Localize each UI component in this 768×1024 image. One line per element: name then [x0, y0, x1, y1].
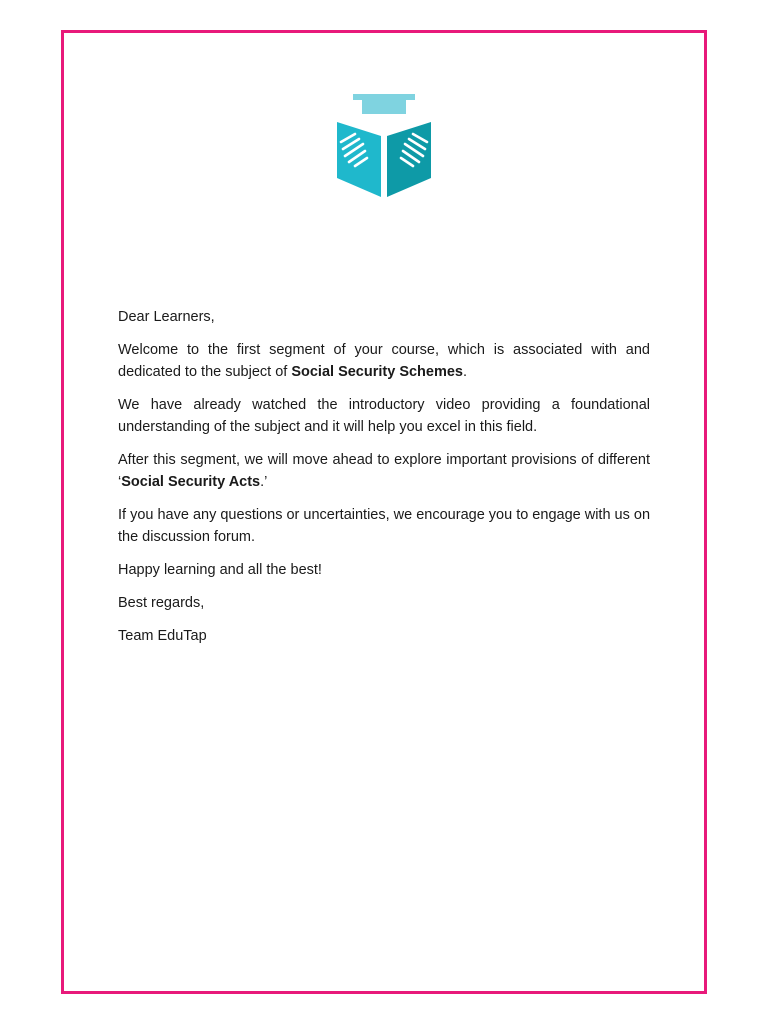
letter-body — [118, 306, 650, 658]
letter-paragraph-3 — [118, 449, 650, 493]
p1-bold: Social Security Schemes — [291, 364, 463, 380]
p3-bold: Social Security Acts — [121, 474, 261, 490]
letter-signature: Team EduTap — [118, 628, 207, 644]
p1-end: . — [463, 364, 468, 380]
edutap-book-hands-icon — [333, 94, 435, 198]
letter-closing: Best regards, — [118, 595, 205, 611]
logo-book-right — [387, 122, 431, 197]
logo-book-left — [337, 122, 381, 197]
letter-paragraph-2: We have already watched the introductory video providing a foundational understanding of the subject and it will help you excel in this field. — [118, 397, 650, 435]
p3-end: .’ — [260, 474, 268, 490]
logo-cap-top — [353, 94, 415, 100]
letter-paragraph-4: If you have any questions or uncertainties, we encourage you to engage with us on the discussion forum. — [118, 507, 651, 545]
p3-text: After this segment, we will move ahead to explore important provisions of different ‘ — [118, 452, 650, 490]
letter-paragraph-5: Happy learning and all the best! — [118, 562, 322, 578]
logo-cap-base — [362, 100, 406, 114]
p1-text: Welcome to the first segment of your course, which is associated with and dedicated to the subject of — [118, 342, 650, 380]
letter-greeting: Dear Learners, — [118, 309, 215, 325]
letter-paragraph-1 — [118, 339, 650, 383]
